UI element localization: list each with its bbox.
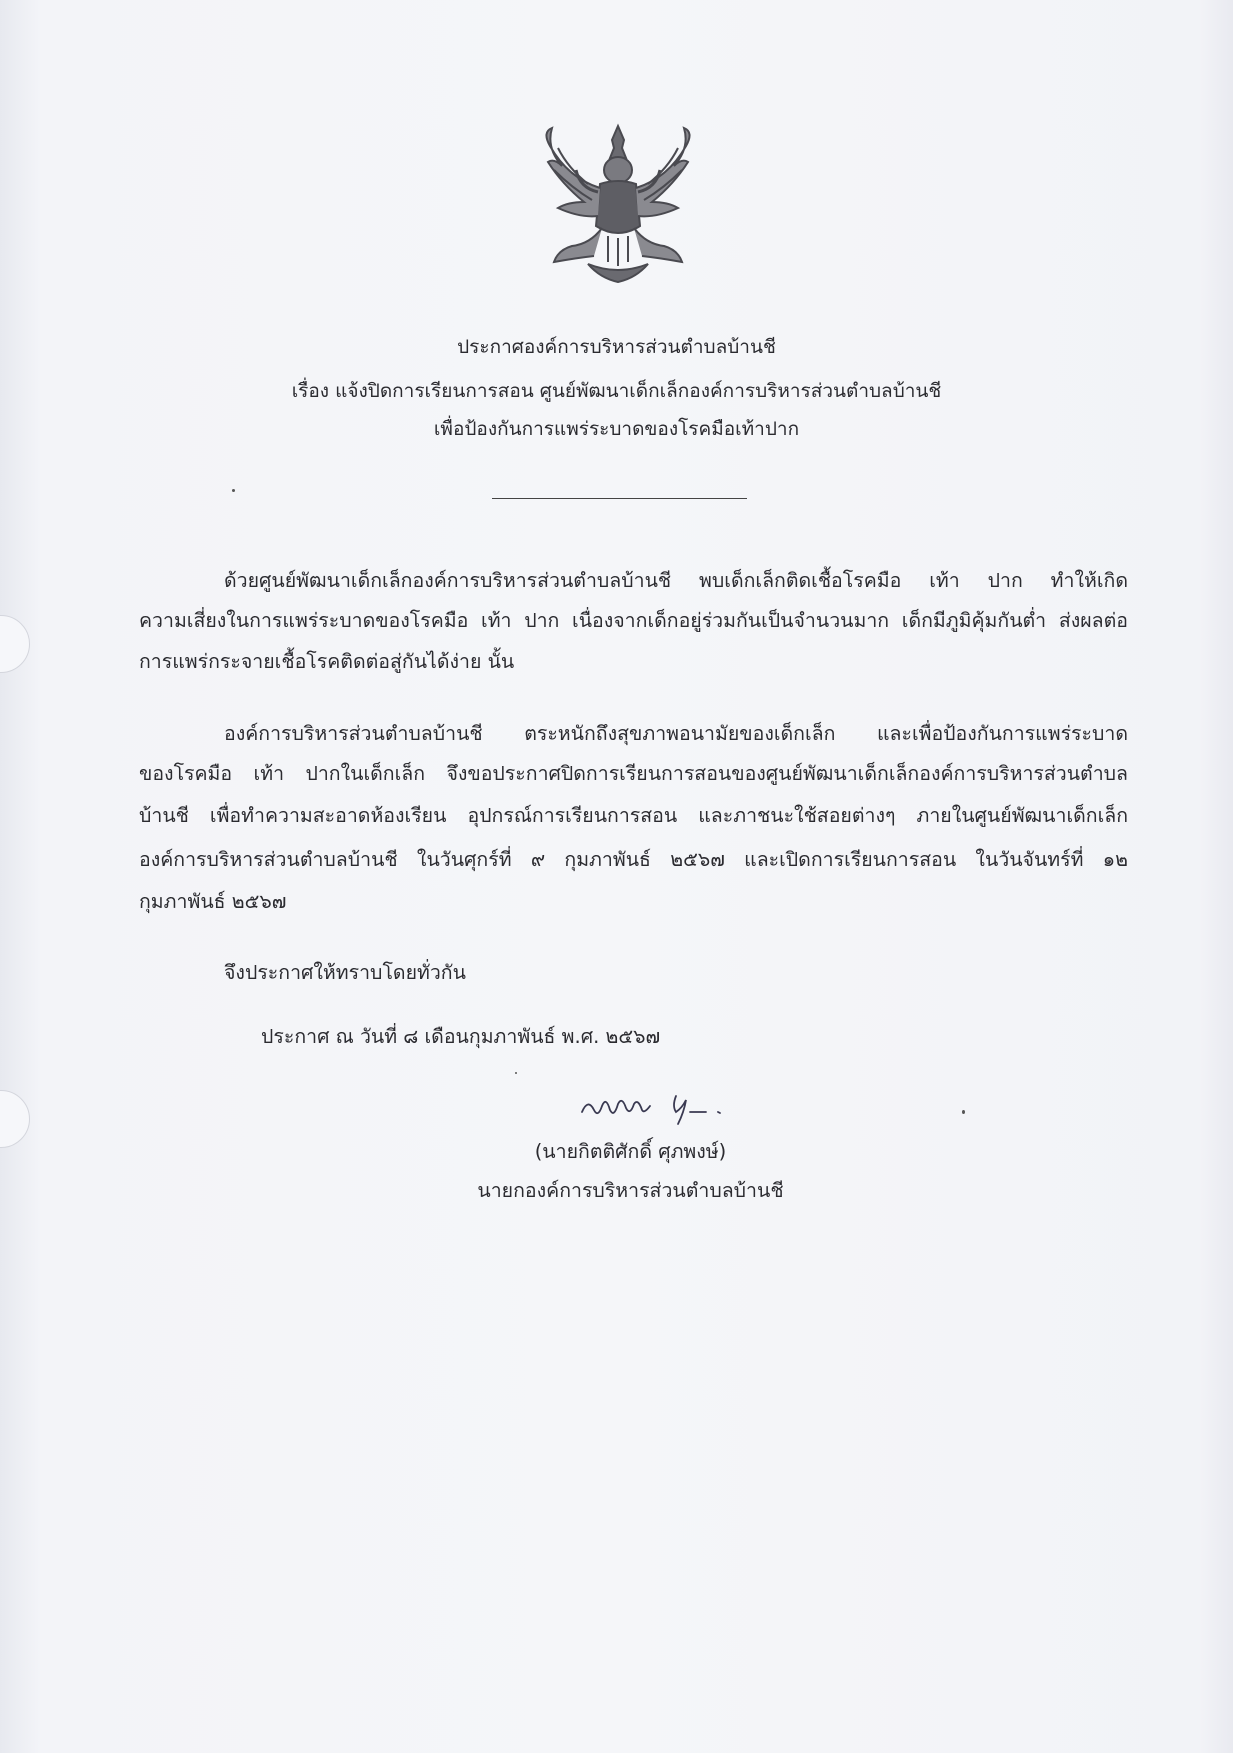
paragraph-line: กุมภาพันธ์ ๒๕๖๗ xyxy=(139,890,287,913)
signatory-name: (นายกิตติศักดิ์ ศุภพงษ์) xyxy=(534,1140,727,1163)
paragraph-line: ด้วยศูนย์พัฒนาเด็กเล็กองค์การบริหารส่วนตำบลบ้านชี พบเด็กเล็กติดเชื้อโรคมือ เท้า ปาก ทำให้เกิด xyxy=(224,569,1128,592)
speck xyxy=(232,489,235,492)
speck xyxy=(962,1110,965,1114)
paragraph-line: การแพร่กระจายเชื้อโรคติดต่อสู่กันได้ง่าย นั้น xyxy=(139,650,515,673)
handwritten-signature xyxy=(572,1082,762,1128)
paragraph-line: ความเสี่ยงในการแพร่ระบาดของโรคมือ เท้า ปาก เนื่องจากเด็กอยู่ร่วมกันเป็นจำนวนมาก เด็กมีภูมิคุ้มกันต่ำ ส่งผลต่อ xyxy=(139,609,1128,632)
speck xyxy=(515,1072,517,1074)
closing-line: จึงประกาศให้ทราบโดยทั่วกัน xyxy=(224,961,466,984)
punch-hole xyxy=(0,615,30,673)
document-subject: เรื่อง แจ้งปิดการเรียนการสอน ศูนย์พัฒนาเด็กเล็กองค์การบริหารส่วนตำบลบ้านชี xyxy=(291,380,942,402)
document-subject-continued: เพื่อป้องกันการแพร่ระบาดของโรคมือเท้าปาก xyxy=(433,418,800,440)
paragraph-line: องค์การบริหารส่วนตำบลบ้านชี ในวันศุกร์ที่ ๙ กุมภาพันธ์ ๒๕๖๗ และเปิดการเรียนการสอน ในวันจันทร์ที่ ๑๒ xyxy=(139,848,1128,871)
announcement-date: ประกาศ ณ วันที่ ๘ เดือนกุมภาพันธ์ พ.ศ. ๒๕๖๗ xyxy=(261,1025,661,1048)
document-title: ประกาศองค์การบริหารส่วนตำบลบ้านชี xyxy=(457,336,776,358)
paragraph-line: บ้านชี เพื่อทำความสะอาดห้องเรียน อุปกรณ์การเรียนการสอน และภาชนะใช้สอยต่างๆ ภายในศูนย์พัฒนาเด็กเล็ก xyxy=(139,804,1128,827)
title-underline xyxy=(492,498,747,499)
paragraph-line: องค์การบริหารส่วนตำบลบ้านชี ตระหนักถึงสุขภาพอนามัยของเด็กเล็ก และเพื่อป้องกันการแพร่ระบาด xyxy=(224,722,1128,745)
paragraph-line: ของโรคมือ เท้า ปากในเด็กเล็ก จึงขอประกาศปิดการเรียนการสอนของศูนย์พัฒนาเด็กเล็กองค์การบริหารส่วนตำบล xyxy=(139,762,1128,785)
garuda-emblem-icon xyxy=(528,118,708,288)
signatory-title: นายกองค์การบริหารส่วนตำบลบ้านชี xyxy=(477,1179,784,1202)
